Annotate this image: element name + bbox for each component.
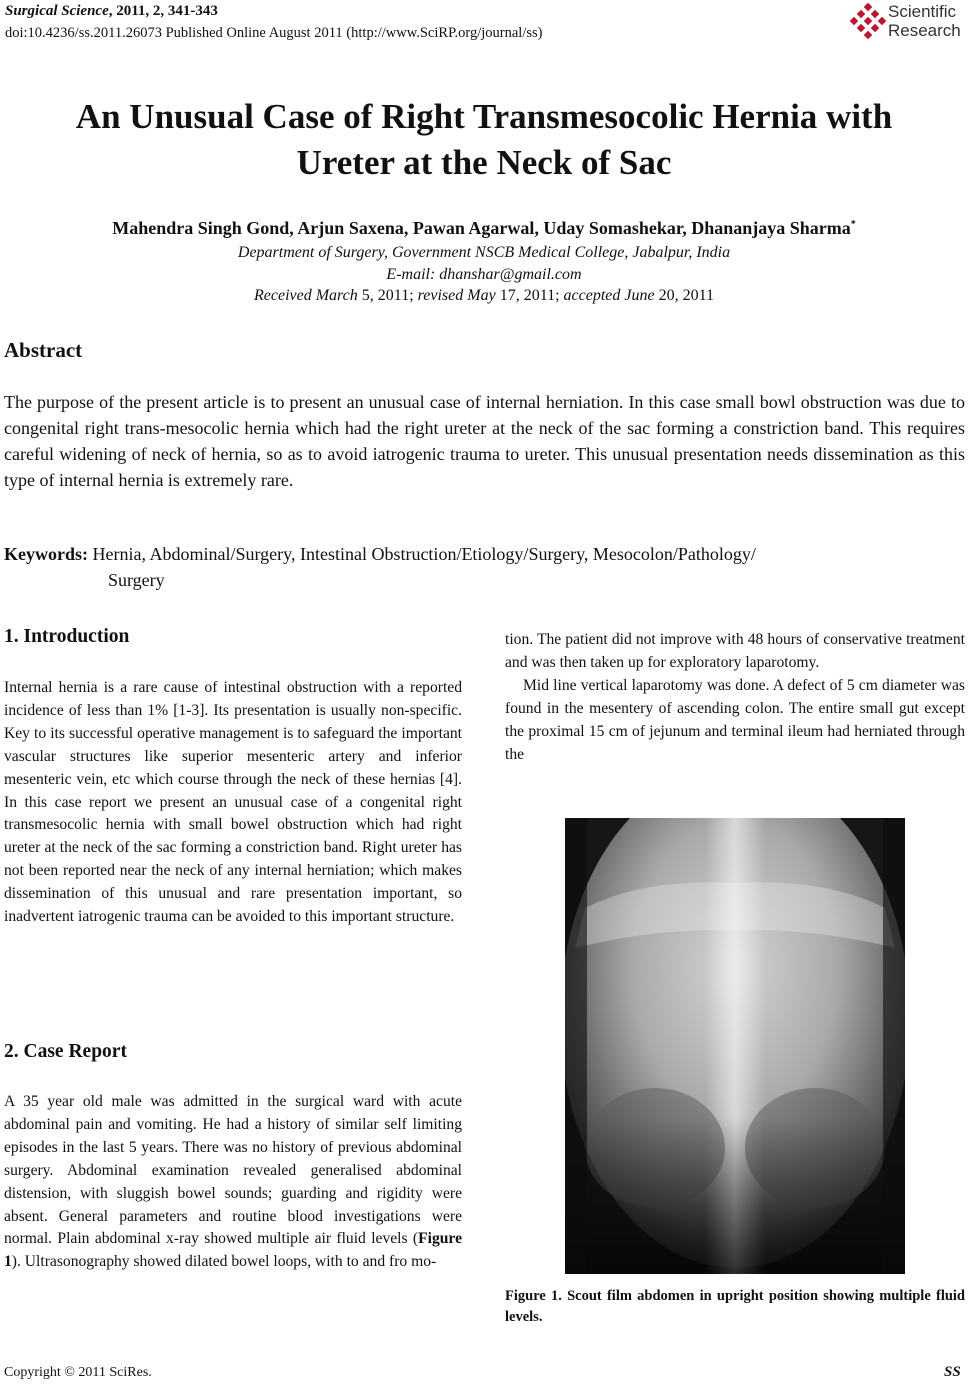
received-dates	[0, 287, 968, 305]
logo-text	[888, 2, 961, 40]
figure-1-link[interactable]: Figure 1	[4, 1230, 462, 1271]
authors	[0, 218, 968, 239]
affiliation: Department of Surgery, Government NSCB Medical College, Jabalpur, India	[237, 244, 731, 261]
case-text-after: ). Ultrasonography showed dilated bowel loops, with to and fro mo-	[11, 1253, 437, 1271]
case-paragraph	[4, 1091, 462, 1274]
author-names: Mahendra Singh Gond, Arjun Saxena, Pawan Agarwal, Uday Somashekar, Dhananjaya Sharma	[112, 218, 851, 238]
abstract-heading: Abstract	[4, 338, 83, 362]
keywords-label: Keywords:	[4, 544, 88, 564]
accepted-label: accepted June	[563, 287, 655, 304]
intro-heading: 1. Introduction	[4, 626, 130, 647]
keywords-line1: Hernia, Abdominal/Surgery, Intestinal Obstruction/Etiology/Surgery, Mesocolon/Pathology/	[88, 544, 756, 564]
figure-1-xray-image	[565, 818, 905, 1274]
journal-abbreviation: SS	[944, 1364, 961, 1380]
article-title	[0, 94, 968, 186]
title-line2: Ureter at the Neck of Sac	[296, 143, 672, 182]
revised-date: 17, 2011;	[495, 287, 564, 304]
doi-line: doi:10.4236/ss.2011.26073 Published Online August 2011 (http://www.SciRP.org/journal/ss)	[5, 25, 543, 41]
journal-name: Surgical Science	[5, 3, 109, 19]
received-date: 5, 2011;	[357, 287, 418, 304]
journal-volume: , 2011, 2, 341-343	[108, 3, 218, 19]
intro-text	[4, 677, 462, 929]
received-label: Received March	[253, 287, 358, 304]
logo-line1: Scientific	[888, 2, 957, 21]
xray-image	[565, 818, 905, 1274]
revised-label: revised May	[417, 287, 496, 304]
keywords-line2: Surgery	[108, 570, 165, 590]
author-email: E-mail: dhanshar@gmail.com	[386, 266, 582, 283]
accepted-date: 20, 2011	[654, 287, 715, 304]
keywords	[4, 541, 965, 593]
case-text-before: A 35 year old male was admitted in the surgical ward with acute abdominal pain and vomiting. He had a history of similar self limiting episodes in the last 5 years. There was no history of previous abdominal surgery. Abdominal examination revealed generalised abdominal distension, with sluggish bowel sounds; guarding and rigidity were absent. General parameters and routine blood investigations were normal. Plain abdominal x-ray showed multiple air fluid levels (	[4, 1093, 462, 1248]
abstract-text: The purpose of the present article is to present an unusual case of internal herniation. In this case small bowl obstruction was due to congenital right trans-mesocolic hernia which had the right ureter at the neck of the sac forming a constriction band. This requires careful widening of neck of hernia, so as to avoid iatrogenic trauma to ureter. This unusual presentation needs dissemination as this type of internal hernia is extremely rare.	[4, 392, 965, 490]
case-text	[4, 1091, 462, 1274]
copyright: Copyright © 2011 SciRes.	[4, 1365, 152, 1380]
right-paragraph-2: Mid line vertical laparotomy was done. A defect of 5 cm diameter was found in the mesentery of ascending colon. The entire small gut except the proximal 15 cm of jejunum and terminal ileum had herniated through the	[505, 676, 965, 763]
right-paragraph-1: tion. The patient did not improve with 48 hours of conservative treatment and was then taken up for exploratory laparotomy.	[505, 631, 965, 671]
logo-diamond-icon	[848, 2, 888, 44]
case-heading: 2. Case Report	[4, 1041, 127, 1062]
figure-1-caption: Figure 1. Scout film abdomen in upright position showing multiple fluid levels.	[505, 1288, 965, 1325]
intro-paragraph: Internal hernia is a rare cause of intestinal obstruction with a reported incidence of less than 1% [1-3]. Its presentation is usually non-specific. Key to its successful operative management is to safeguard the important vascular structures like superior mesenteric artery and inferior mesenteric vein, etc which course through the neck of these hernias [4]. In this case report we present an unusual case of a congenital right transmesocolic hernia with small bowel obstruction which had right ureter at the neck of the sac forming a constriction band. Right ureter has not been reported near the neck of any internal herniation; which makes dissemination of this unusual and rare presentation important, so inadvertent iatrogenic trauma can be avoided to this important structure.	[4, 679, 462, 926]
logo-line2: Research	[888, 21, 961, 40]
affiliation-block	[0, 242, 968, 286]
title-line1: An Unusual Case of Right Transmesocolic Hernia with	[75, 97, 893, 136]
right-column-text	[505, 629, 965, 766]
corresponding-mark: *	[850, 219, 856, 230]
publisher-logo	[848, 2, 966, 44]
journal-citation	[5, 3, 218, 20]
